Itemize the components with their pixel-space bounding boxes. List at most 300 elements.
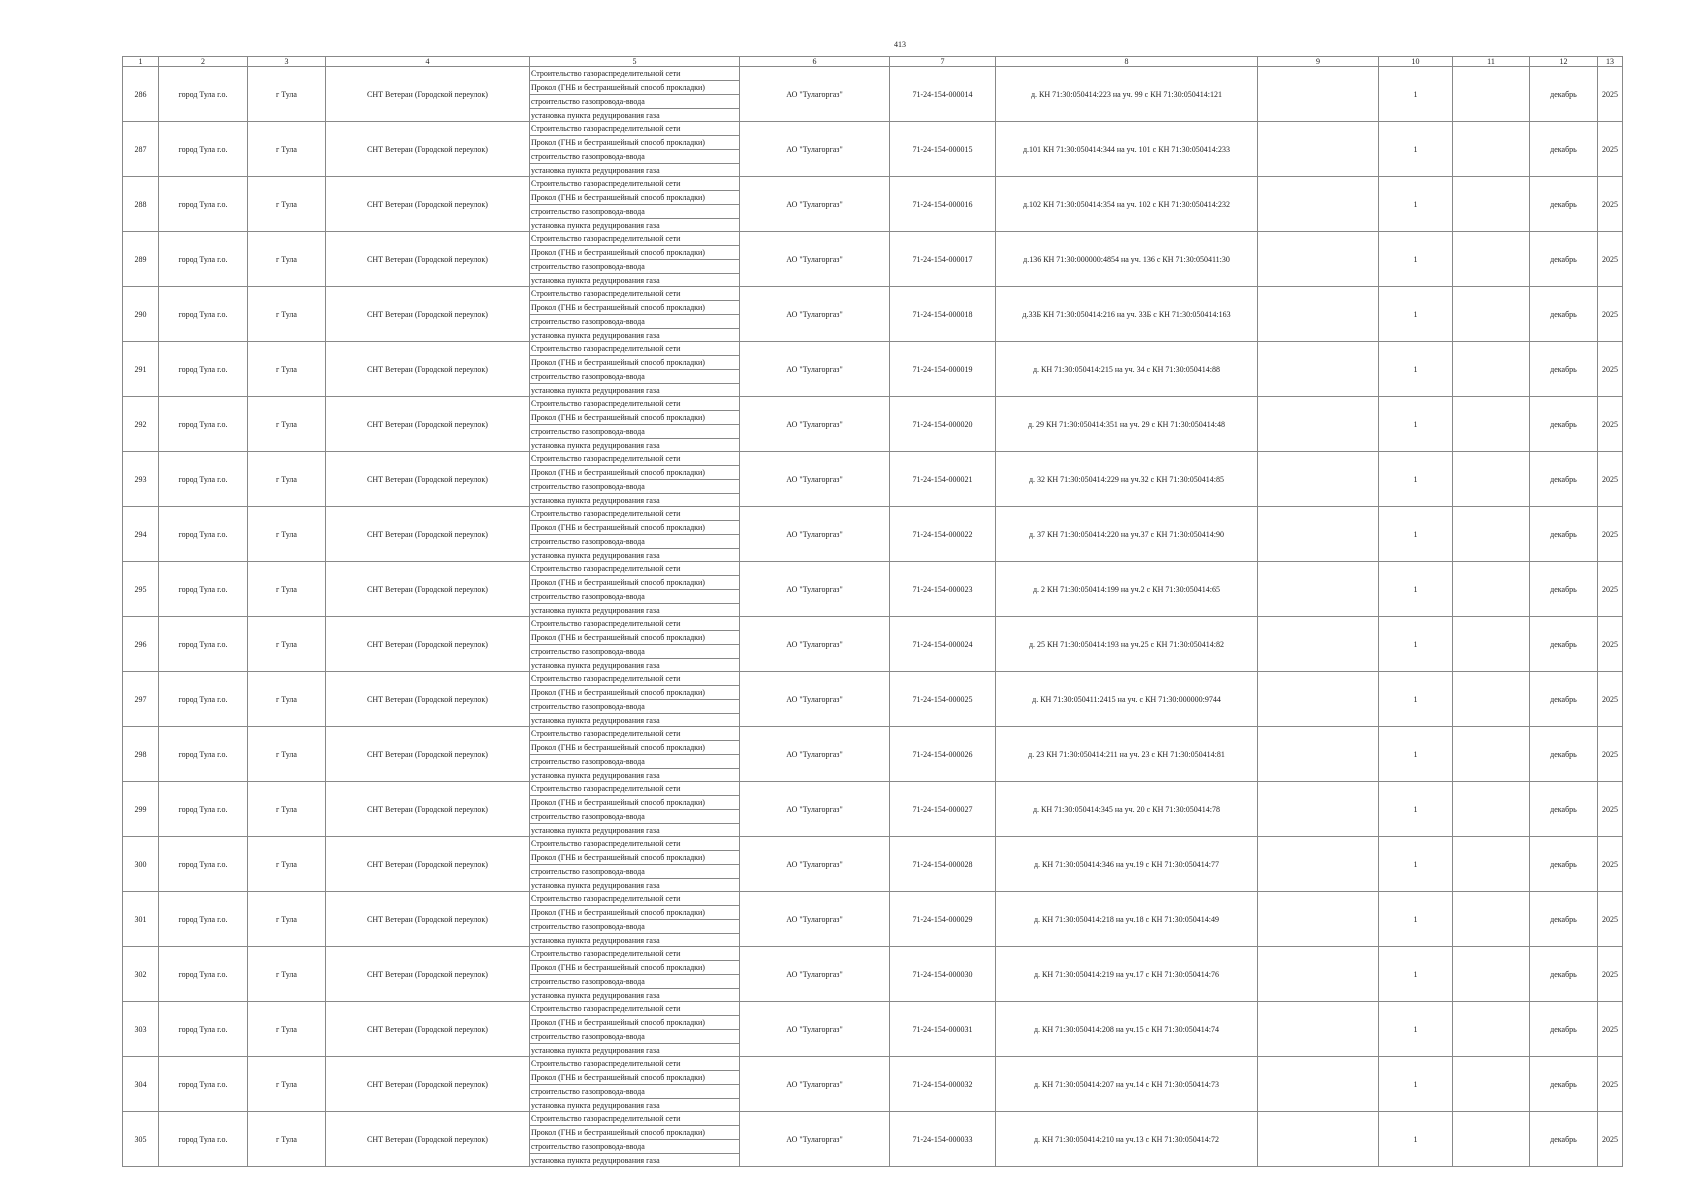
object-code-cell: 71-24-154-000020 <box>890 397 996 452</box>
table-body <box>123 67 1623 1167</box>
work-item: Строительство газораспределительной сети <box>530 452 739 466</box>
cadastral-cell: д. 2 КН 71:30:050414:199 на уч.2 с КН 71:30:050414:65 <box>996 562 1258 617</box>
locality-cell: г Тула <box>248 562 326 617</box>
work-item: строительство газопровода-ввода <box>530 645 739 659</box>
locality-cell: г Тула <box>248 397 326 452</box>
works-list-cell <box>530 1112 740 1167</box>
locality-cell: г Тула <box>248 452 326 507</box>
work-item: установка пункта редуцирования газа <box>531 331 660 340</box>
empty-cell-11 <box>1453 617 1530 672</box>
organization-cell: АО "Тулагоргаз" <box>740 122 890 177</box>
object-code-cell: 71-24-154-000015 <box>890 122 996 177</box>
year-cell: 2025 <box>1598 342 1623 397</box>
month-cell: декабрь <box>1530 287 1598 342</box>
page-number: 413 <box>894 40 906 49</box>
works-list-cell <box>530 837 740 892</box>
empty-cell-9 <box>1258 1002 1379 1057</box>
row-number: 293 <box>123 452 159 507</box>
organization-cell: АО "Тулагоргаз" <box>740 892 890 947</box>
object-code-cell: 71-24-154-000017 <box>890 232 996 287</box>
work-item: строительство газопровода-ввода <box>530 975 739 989</box>
organization-cell: АО "Тулагоргаз" <box>740 507 890 562</box>
work-item: Прокол (ГНБ и бестраншейный способ прокладки) <box>530 961 739 975</box>
empty-cell-9 <box>1258 177 1379 232</box>
column-number-row <box>123 57 1623 67</box>
empty-cell-9 <box>1258 1112 1379 1167</box>
organization-cell: АО "Тулагоргаз" <box>740 232 890 287</box>
works-list-cell <box>530 232 740 287</box>
district-cell: город Тула г.о. <box>159 837 248 892</box>
locality-cell: г Тула <box>248 782 326 837</box>
empty-cell-11 <box>1453 727 1530 782</box>
column-header-8: 8 <box>996 57 1258 67</box>
empty-cell-9 <box>1258 67 1379 122</box>
empty-cell-11 <box>1453 1057 1530 1112</box>
quantity-cell: 1 <box>1379 562 1453 617</box>
month-cell: декабрь <box>1530 782 1598 837</box>
row-number: 288 <box>123 177 159 232</box>
work-item: строительство газопровода-ввода <box>530 590 739 604</box>
address-cell: СНТ Ветеран (Городской переулок) <box>326 177 530 232</box>
works-list-cell <box>530 892 740 947</box>
month-cell: декабрь <box>1530 397 1598 452</box>
year-cell: 2025 <box>1598 1057 1623 1112</box>
empty-cell-11 <box>1453 672 1530 727</box>
address-cell: СНТ Ветеран (Городской переулок) <box>326 837 530 892</box>
district-cell: город Тула г.о. <box>159 947 248 1002</box>
quantity-cell: 1 <box>1379 452 1453 507</box>
work-item: Строительство газораспределительной сети <box>530 892 739 906</box>
gasification-table <box>122 56 1623 1167</box>
row-number: 297 <box>123 672 159 727</box>
work-item: установка пункта редуцирования газа <box>531 716 660 725</box>
works-list-cell <box>530 1057 740 1112</box>
district-cell: город Тула г.о. <box>159 562 248 617</box>
works-list <box>530 617 739 671</box>
column-header-7: 7 <box>890 57 996 67</box>
district-cell: город Тула г.о. <box>159 892 248 947</box>
empty-cell-9 <box>1258 1057 1379 1112</box>
work-item: Прокол (ГНБ и бестраншейный способ прокладки) <box>530 136 739 150</box>
year-cell: 2025 <box>1598 782 1623 837</box>
cadastral-cell: д.136 КН 71:30:000000:4854 на уч. 136 с КН 71:30:050411:30 <box>996 232 1258 287</box>
table-row <box>123 177 1623 232</box>
district-cell: город Тула г.о. <box>159 232 248 287</box>
work-item: Строительство газораспределительной сети <box>530 67 739 81</box>
row-number: 305 <box>123 1112 159 1167</box>
district-cell: город Тула г.о. <box>159 617 248 672</box>
row-number: 304 <box>123 1057 159 1112</box>
address-cell: СНТ Ветеран (Городской переулок) <box>326 782 530 837</box>
table-row <box>123 1057 1623 1112</box>
work-item: установка пункта редуцирования газа <box>531 771 660 780</box>
table-row <box>123 342 1623 397</box>
year-cell: 2025 <box>1598 287 1623 342</box>
quantity-cell: 1 <box>1379 342 1453 397</box>
works-list-cell <box>530 1002 740 1057</box>
district-cell: город Тула г.о. <box>159 67 248 122</box>
work-item: Строительство газораспределительной сети <box>530 617 739 631</box>
quantity-cell: 1 <box>1379 67 1453 122</box>
organization-cell: АО "Тулагоргаз" <box>740 452 890 507</box>
works-list <box>530 947 739 1001</box>
work-item: строительство газопровода-ввода <box>530 865 739 879</box>
organization-cell: АО "Тулагоргаз" <box>740 1002 890 1057</box>
locality-cell: г Тула <box>248 1002 326 1057</box>
empty-cell-9 <box>1258 672 1379 727</box>
object-code-cell: 71-24-154-000026 <box>890 727 996 782</box>
month-cell: декабрь <box>1530 507 1598 562</box>
cadastral-cell: д. КН 71:30:050414:210 на уч.13 с КН 71:30:050414:72 <box>996 1112 1258 1167</box>
table-row <box>123 617 1623 672</box>
object-code-cell: 71-24-154-000022 <box>890 507 996 562</box>
month-cell: декабрь <box>1530 1112 1598 1167</box>
empty-cell-11 <box>1453 342 1530 397</box>
month-cell: декабрь <box>1530 177 1598 232</box>
district-cell: город Тула г.о. <box>159 342 248 397</box>
month-cell: декабрь <box>1530 232 1598 287</box>
object-code-cell: 71-24-154-000016 <box>890 177 996 232</box>
works-list <box>530 562 739 616</box>
address-cell: СНТ Ветеран (Городской переулок) <box>326 617 530 672</box>
object-code-cell: 71-24-154-000021 <box>890 452 996 507</box>
district-cell: город Тула г.о. <box>159 672 248 727</box>
organization-cell: АО "Тулагоргаз" <box>740 672 890 727</box>
cadastral-cell: д. 37 КН 71:30:050414:220 на уч.37 с КН 71:30:050414:90 <box>996 507 1258 562</box>
work-item: установка пункта редуцирования газа <box>531 496 660 505</box>
work-item: Прокол (ГНБ и бестраншейный способ прокладки) <box>530 466 739 480</box>
empty-cell-11 <box>1453 452 1530 507</box>
work-item: установка пункта редуцирования газа <box>531 221 660 230</box>
work-item: установка пункта редуцирования газа <box>531 1046 660 1055</box>
table-row <box>123 837 1623 892</box>
work-item: Строительство газораспределительной сети <box>530 342 739 356</box>
year-cell: 2025 <box>1598 232 1623 287</box>
object-code-cell: 71-24-154-000024 <box>890 617 996 672</box>
district-cell: город Тула г.о. <box>159 782 248 837</box>
table-row <box>123 67 1623 122</box>
table-row <box>123 1112 1623 1167</box>
works-list <box>530 672 739 726</box>
address-cell: СНТ Ветеран (Городской переулок) <box>326 1002 530 1057</box>
quantity-cell: 1 <box>1379 1002 1453 1057</box>
row-number: 300 <box>123 837 159 892</box>
district-cell: город Тула г.о. <box>159 452 248 507</box>
cadastral-cell: д. 23 КН 71:30:050414:211 на уч. 23 с КН 71:30:050414:81 <box>996 727 1258 782</box>
row-number: 290 <box>123 287 159 342</box>
cadastral-cell: д. 29 КН 71:30:050414:351 на уч. 29 с КН 71:30:050414:48 <box>996 397 1258 452</box>
empty-cell-9 <box>1258 727 1379 782</box>
work-item: строительство газопровода-ввода <box>530 1085 739 1099</box>
works-list <box>530 232 739 286</box>
work-item: Прокол (ГНБ и бестраншейный способ прокладки) <box>530 521 739 535</box>
locality-cell: г Тула <box>248 177 326 232</box>
district-cell: город Тула г.о. <box>159 177 248 232</box>
works-list-cell <box>530 507 740 562</box>
work-item: строительство газопровода-ввода <box>530 920 739 934</box>
table-row <box>123 232 1623 287</box>
works-list <box>530 1112 739 1166</box>
work-item: строительство газопровода-ввода <box>530 700 739 714</box>
works-list <box>530 1002 739 1056</box>
work-item: строительство газопровода-ввода <box>530 150 739 164</box>
work-item: Строительство газораспределительной сети <box>530 232 739 246</box>
empty-cell-11 <box>1453 1112 1530 1167</box>
month-cell: декабрь <box>1530 1002 1598 1057</box>
cadastral-cell: д. КН 71:30:050411:2415 на уч. с КН 71:30:000000:9744 <box>996 672 1258 727</box>
table-row <box>123 782 1623 837</box>
work-item: Строительство газораспределительной сети <box>530 562 739 576</box>
work-item: установка пункта редуцирования газа <box>531 386 660 395</box>
object-code-cell: 71-24-154-000014 <box>890 67 996 122</box>
work-item: строительство газопровода-ввода <box>530 205 739 219</box>
empty-cell-9 <box>1258 342 1379 397</box>
address-cell: СНТ Ветеран (Городской переулок) <box>326 67 530 122</box>
empty-cell-9 <box>1258 837 1379 892</box>
cadastral-cell: д.101 КН 71:30:050414:344 на уч. 101 с КН 71:30:050414:233 <box>996 122 1258 177</box>
year-cell: 2025 <box>1598 672 1623 727</box>
locality-cell: г Тула <box>248 507 326 562</box>
work-item: Прокол (ГНБ и бестраншейный способ прокладки) <box>530 1126 739 1140</box>
empty-cell-11 <box>1453 122 1530 177</box>
organization-cell: АО "Тулагоргаз" <box>740 67 890 122</box>
row-number: 294 <box>123 507 159 562</box>
quantity-cell: 1 <box>1379 947 1453 1002</box>
works-list-cell <box>530 672 740 727</box>
empty-cell-9 <box>1258 397 1379 452</box>
district-cell: город Тула г.о. <box>159 287 248 342</box>
works-list <box>530 177 739 231</box>
works-list <box>530 727 739 781</box>
column-header-3: 3 <box>248 57 326 67</box>
work-item: строительство газопровода-ввода <box>530 810 739 824</box>
work-item: Строительство газораспределительной сети <box>530 727 739 741</box>
cadastral-cell: д. КН 71:30:050414:345 на уч. 20 с КН 71:30:050414:78 <box>996 782 1258 837</box>
table-row <box>123 1002 1623 1057</box>
row-number: 302 <box>123 947 159 1002</box>
cadastral-cell: д. КН 71:30:050414:218 на уч.18 с КН 71:30:050414:49 <box>996 892 1258 947</box>
quantity-cell: 1 <box>1379 1112 1453 1167</box>
empty-cell-11 <box>1453 947 1530 1002</box>
month-cell: декабрь <box>1530 562 1598 617</box>
row-number: 287 <box>123 122 159 177</box>
organization-cell: АО "Тулагоргаз" <box>740 562 890 617</box>
work-item: Прокол (ГНБ и бестраншейный способ прокладки) <box>530 81 739 95</box>
column-header-9: 9 <box>1258 57 1379 67</box>
column-header-5: 5 <box>530 57 740 67</box>
row-number: 298 <box>123 727 159 782</box>
organization-cell: АО "Тулагоргаз" <box>740 1057 890 1112</box>
object-code-cell: 71-24-154-000033 <box>890 1112 996 1167</box>
locality-cell: г Тула <box>248 67 326 122</box>
object-code-cell: 71-24-154-000031 <box>890 1002 996 1057</box>
locality-cell: г Тула <box>248 947 326 1002</box>
table-row <box>123 727 1623 782</box>
address-cell: СНТ Ветеран (Городской переулок) <box>326 122 530 177</box>
empty-cell-9 <box>1258 452 1379 507</box>
district-cell: город Тула г.о. <box>159 507 248 562</box>
works-list-cell <box>530 122 740 177</box>
cadastral-cell: д. КН 71:30:050414:215 на уч. 34 с КН 71:30:050414:88 <box>996 342 1258 397</box>
empty-cell-9 <box>1258 782 1379 837</box>
table-row <box>123 562 1623 617</box>
month-cell: декабрь <box>1530 67 1598 122</box>
work-item: установка пункта редуцирования газа <box>531 441 660 450</box>
district-cell: город Тула г.о. <box>159 727 248 782</box>
work-item: строительство газопровода-ввода <box>530 370 739 384</box>
cadastral-cell: д.102 КН 71:30:050414:354 на уч. 102 с КН 71:30:050414:232 <box>996 177 1258 232</box>
row-number: 299 <box>123 782 159 837</box>
row-number: 292 <box>123 397 159 452</box>
work-item: строительство газопровода-ввода <box>530 1030 739 1044</box>
quantity-cell: 1 <box>1379 837 1453 892</box>
object-code-cell: 71-24-154-000028 <box>890 837 996 892</box>
quantity-cell: 1 <box>1379 177 1453 232</box>
column-header-12: 12 <box>1530 57 1598 67</box>
year-cell: 2025 <box>1598 507 1623 562</box>
work-item: Прокол (ГНБ и бестраншейный способ прокладки) <box>530 851 739 865</box>
address-cell: СНТ Ветеран (Городской переулок) <box>326 342 530 397</box>
work-item: строительство газопровода-ввода <box>530 535 739 549</box>
month-cell: декабрь <box>1530 122 1598 177</box>
address-cell: СНТ Ветеран (Городской переулок) <box>326 727 530 782</box>
month-cell: декабрь <box>1530 892 1598 947</box>
work-item: Строительство газораспределительной сети <box>530 122 739 136</box>
object-code-cell: 71-24-154-000030 <box>890 947 996 1002</box>
organization-cell: АО "Тулагоргаз" <box>740 837 890 892</box>
month-cell: декабрь <box>1530 672 1598 727</box>
organization-cell: АО "Тулагоргаз" <box>740 397 890 452</box>
empty-cell-11 <box>1453 892 1530 947</box>
month-cell: декабрь <box>1530 342 1598 397</box>
quantity-cell: 1 <box>1379 617 1453 672</box>
works-list-cell <box>530 287 740 342</box>
empty-cell-11 <box>1453 397 1530 452</box>
organization-cell: АО "Тулагоргаз" <box>740 287 890 342</box>
address-cell: СНТ Ветеран (Городской переулок) <box>326 287 530 342</box>
year-cell: 2025 <box>1598 452 1623 507</box>
locality-cell: г Тула <box>248 837 326 892</box>
address-cell: СНТ Ветеран (Городской переулок) <box>326 562 530 617</box>
quantity-cell: 1 <box>1379 287 1453 342</box>
object-code-cell: 71-24-154-000029 <box>890 892 996 947</box>
organization-cell: АО "Тулагоргаз" <box>740 342 890 397</box>
column-header-11: 11 <box>1453 57 1530 67</box>
table-row <box>123 672 1623 727</box>
work-item: Строительство газораспределительной сети <box>530 1112 739 1126</box>
organization-cell: АО "Тулагоргаз" <box>740 947 890 1002</box>
work-item: строительство газопровода-ввода <box>530 755 739 769</box>
quantity-cell: 1 <box>1379 232 1453 287</box>
month-cell: декабрь <box>1530 452 1598 507</box>
work-item: установка пункта редуцирования газа <box>531 826 660 835</box>
works-list-cell <box>530 342 740 397</box>
work-item: Прокол (ГНБ и бестраншейный способ прокладки) <box>530 576 739 590</box>
works-list <box>530 287 739 341</box>
works-list-cell <box>530 397 740 452</box>
work-item: Строительство газораспределительной сети <box>530 397 739 411</box>
year-cell: 2025 <box>1598 947 1623 1002</box>
address-cell: СНТ Ветеран (Городской переулок) <box>326 1112 530 1167</box>
column-header-13: 13 <box>1598 57 1623 67</box>
empty-cell-9 <box>1258 892 1379 947</box>
organization-cell: АО "Тулагоргаз" <box>740 1112 890 1167</box>
work-item: строительство газопровода-ввода <box>530 480 739 494</box>
work-item: установка пункта редуцирования газа <box>531 606 660 615</box>
work-item: Строительство газораспределительной сети <box>530 837 739 851</box>
row-number: 291 <box>123 342 159 397</box>
empty-cell-11 <box>1453 232 1530 287</box>
row-number: 286 <box>123 67 159 122</box>
address-cell: СНТ Ветеран (Городской переулок) <box>326 1057 530 1112</box>
year-cell: 2025 <box>1598 67 1623 122</box>
quantity-cell: 1 <box>1379 122 1453 177</box>
work-item: установка пункта редуцирования газа <box>531 991 660 1000</box>
works-list <box>530 122 739 176</box>
quantity-cell: 1 <box>1379 892 1453 947</box>
work-item: Строительство газораспределительной сети <box>530 287 739 301</box>
works-list <box>530 67 739 121</box>
work-item: Строительство газораспределительной сети <box>530 1057 739 1071</box>
address-cell: СНТ Ветеран (Городской переулок) <box>326 232 530 287</box>
empty-cell-11 <box>1453 67 1530 122</box>
work-item: Прокол (ГНБ и бестраншейный способ прокладки) <box>530 246 739 260</box>
work-item: Прокол (ГНБ и бестраншейный способ прокладки) <box>530 631 739 645</box>
empty-cell-11 <box>1453 837 1530 892</box>
works-list <box>530 452 739 506</box>
quantity-cell: 1 <box>1379 1057 1453 1112</box>
locality-cell: г Тула <box>248 232 326 287</box>
table-row <box>123 507 1623 562</box>
year-cell: 2025 <box>1598 727 1623 782</box>
work-item: Прокол (ГНБ и бестраншейный способ прокладки) <box>530 191 739 205</box>
work-item: Строительство газораспределительной сети <box>530 782 739 796</box>
empty-cell-9 <box>1258 287 1379 342</box>
works-list-cell <box>530 452 740 507</box>
year-cell: 2025 <box>1598 562 1623 617</box>
locality-cell: г Тула <box>248 1057 326 1112</box>
column-header-10: 10 <box>1379 57 1453 67</box>
cadastral-cell: д. КН 71:30:050414:346 на уч.19 с КН 71:30:050414:77 <box>996 837 1258 892</box>
year-cell: 2025 <box>1598 122 1623 177</box>
year-cell: 2025 <box>1598 1112 1623 1167</box>
empty-cell-11 <box>1453 782 1530 837</box>
address-cell: СНТ Ветеран (Городской переулок) <box>326 452 530 507</box>
year-cell: 2025 <box>1598 1002 1623 1057</box>
works-list <box>530 782 739 836</box>
locality-cell: г Тула <box>248 122 326 177</box>
cadastral-cell: д. 32 КН 71:30:050414:229 на уч.32 с КН 71:30:050414:85 <box>996 452 1258 507</box>
object-code-cell: 71-24-154-000025 <box>890 672 996 727</box>
empty-cell-11 <box>1453 562 1530 617</box>
quantity-cell: 1 <box>1379 507 1453 562</box>
district-cell: город Тула г.о. <box>159 1057 248 1112</box>
locality-cell: г Тула <box>248 1112 326 1167</box>
table-row <box>123 947 1623 1002</box>
district-cell: город Тула г.о. <box>159 122 248 177</box>
work-item: установка пункта редуцирования газа <box>531 1156 660 1165</box>
locality-cell: г Тула <box>248 287 326 342</box>
quantity-cell: 1 <box>1379 782 1453 837</box>
work-item: Прокол (ГНБ и бестраншейный способ прокладки) <box>530 796 739 810</box>
table-row <box>123 452 1623 507</box>
work-item: строительство газопровода-ввода <box>530 95 739 109</box>
cadastral-cell: д. 25 КН 71:30:050414:193 на уч.25 с КН 71:30:050414:82 <box>996 617 1258 672</box>
organization-cell: АО "Тулагоргаз" <box>740 177 890 232</box>
quantity-cell: 1 <box>1379 672 1453 727</box>
address-cell: СНТ Ветеран (Городской переулок) <box>326 507 530 562</box>
empty-cell-11 <box>1453 1002 1530 1057</box>
